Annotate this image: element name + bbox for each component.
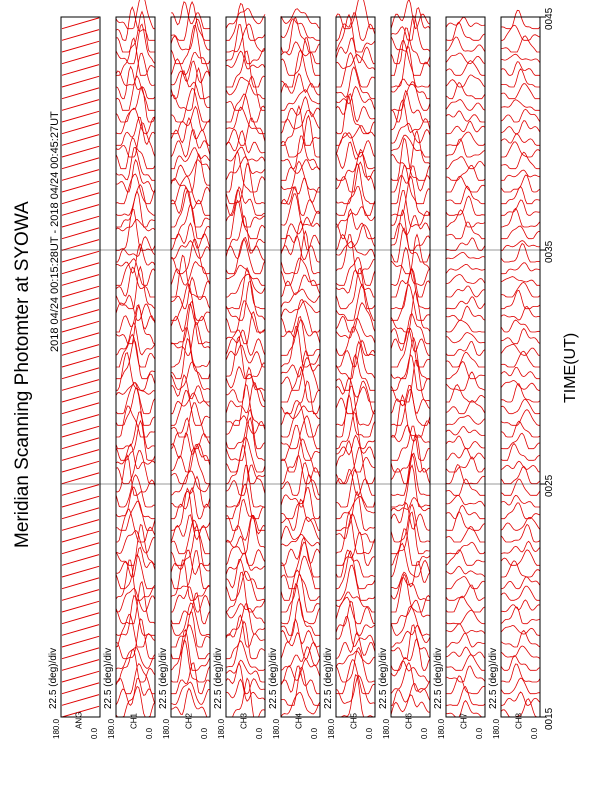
ch-trace bbox=[336, 0, 375, 29]
ch-trace bbox=[446, 542, 485, 554]
ch-trace bbox=[336, 326, 375, 355]
ch-trace bbox=[446, 275, 485, 284]
ch-trace bbox=[391, 663, 430, 694]
ch-trace bbox=[391, 91, 430, 122]
ch-trace bbox=[226, 94, 265, 122]
ch-trace bbox=[171, 323, 210, 356]
ch-trace bbox=[336, 592, 375, 612]
ch-trace bbox=[446, 320, 485, 332]
ch-trace bbox=[281, 9, 320, 29]
ch-trace bbox=[336, 597, 375, 624]
ch-trace bbox=[501, 121, 540, 134]
ch-trace bbox=[116, 509, 155, 542]
ch-trace bbox=[336, 207, 375, 228]
ch-trace bbox=[336, 676, 375, 704]
ch-trace bbox=[171, 68, 210, 110]
ch-trace bbox=[391, 100, 430, 133]
ch-trace bbox=[226, 660, 265, 682]
ch-trace bbox=[281, 19, 320, 40]
ch-trace bbox=[501, 381, 540, 391]
panel-channel-label: CH3 bbox=[239, 712, 249, 729]
ch-trace bbox=[391, 625, 430, 659]
ch-trace bbox=[446, 655, 485, 671]
ch-trace bbox=[446, 82, 485, 98]
ch-trace bbox=[226, 190, 265, 227]
panel-channel-label: ANG bbox=[74, 711, 84, 729]
panel-scale-label: 22.5 (deg)/div bbox=[213, 647, 224, 709]
ch-trace bbox=[336, 435, 375, 460]
ch-trace bbox=[226, 572, 265, 612]
ch-trace bbox=[281, 187, 320, 215]
ch-trace bbox=[446, 53, 485, 64]
ch-trace bbox=[446, 22, 485, 40]
ch-trace bbox=[501, 186, 540, 203]
ch-trace bbox=[501, 134, 540, 146]
chart-title: Meridian Scanning Photomter at SYOWA bbox=[12, 201, 33, 548]
ch-trace bbox=[446, 264, 485, 273]
ch-trace bbox=[281, 301, 320, 318]
ch-trace bbox=[391, 47, 430, 88]
ch-trace bbox=[446, 252, 485, 258]
ch-trace bbox=[446, 362, 485, 379]
ch-trace bbox=[116, 0, 155, 29]
ch-trace bbox=[226, 76, 265, 110]
ch-trace bbox=[281, 647, 320, 671]
panel-ytop-label: 180.0 bbox=[217, 718, 226, 739]
ch-trace bbox=[501, 524, 540, 542]
ch-trace bbox=[226, 4, 265, 41]
scan-traces bbox=[62, 0, 540, 717]
ch-trace bbox=[446, 495, 485, 507]
ch-trace bbox=[501, 444, 540, 461]
ch-trace bbox=[336, 187, 375, 216]
ch-trace bbox=[501, 541, 540, 553]
time-tick-label: 0035 bbox=[544, 240, 555, 263]
ch-trace bbox=[281, 38, 320, 76]
ch-trace bbox=[501, 25, 540, 40]
ch-trace bbox=[226, 499, 265, 530]
ang-sawtooth-trace bbox=[62, 17, 99, 717]
panel-ybottom-label: 0.0 bbox=[310, 727, 319, 739]
ch-trace bbox=[171, 663, 210, 694]
panel-scale-label: 22.5 (deg)/div bbox=[433, 647, 444, 709]
ch-trace bbox=[446, 505, 485, 518]
ch-trace bbox=[501, 69, 540, 87]
ch-trace bbox=[281, 90, 320, 111]
ch-trace bbox=[116, 87, 155, 122]
panel-ytop-label: 180.0 bbox=[272, 718, 281, 739]
panel-scale-label: 22.5 (deg)/div bbox=[488, 647, 499, 709]
ch-trace bbox=[226, 465, 265, 495]
ch-trace bbox=[446, 352, 485, 367]
ch-trace bbox=[446, 457, 485, 472]
ch-trace bbox=[336, 38, 375, 64]
ch-trace bbox=[391, 426, 430, 460]
ch-trace bbox=[446, 222, 485, 239]
panel-ytop-label: 180.0 bbox=[382, 718, 391, 739]
panel-scale-label: 22.5 (deg)/div bbox=[158, 647, 169, 709]
ch-trace bbox=[171, 593, 210, 624]
ch-trace bbox=[501, 626, 540, 636]
ch-trace bbox=[281, 18, 320, 53]
ch-trace bbox=[446, 512, 485, 531]
ch-trace bbox=[171, 304, 210, 332]
ch-trace bbox=[336, 496, 375, 518]
ch-trace bbox=[391, 123, 430, 143]
ch-trace bbox=[501, 577, 540, 589]
ch-trace bbox=[501, 503, 540, 519]
ch-trace bbox=[501, 142, 540, 157]
ch-trace bbox=[446, 157, 485, 169]
ch-trace bbox=[336, 270, 375, 297]
x-axis-title: TIME(UT) bbox=[562, 332, 579, 403]
ch-trace bbox=[116, 7, 155, 40]
ch-trace bbox=[446, 196, 485, 215]
ch-trace bbox=[116, 451, 155, 484]
ch-trace bbox=[446, 576, 485, 588]
ch-trace bbox=[446, 100, 485, 111]
ch-trace bbox=[501, 656, 540, 671]
ch-trace bbox=[391, 578, 430, 601]
ch-trace bbox=[446, 111, 485, 122]
panel-scale-label: 22.5 (deg)/div bbox=[268, 647, 279, 709]
ch-trace bbox=[336, 601, 375, 635]
ch-trace bbox=[501, 329, 540, 344]
ch-trace bbox=[501, 241, 540, 251]
ch-trace bbox=[446, 633, 485, 647]
panel-ytop-label: 180.0 bbox=[52, 718, 61, 739]
ch-trace bbox=[501, 600, 540, 612]
ch-trace bbox=[446, 121, 485, 133]
ch-trace bbox=[446, 436, 485, 449]
ch-trace bbox=[281, 381, 320, 414]
ch-trace bbox=[281, 106, 320, 145]
panel-channel-label: CH5 bbox=[349, 712, 359, 729]
ch-trace bbox=[171, 560, 210, 600]
panel-channel-label: CH2 bbox=[184, 712, 194, 729]
ch-trace bbox=[391, 543, 430, 577]
ch-trace bbox=[501, 344, 540, 355]
ch-trace bbox=[336, 318, 375, 344]
ch-trace bbox=[501, 561, 540, 577]
ch-trace bbox=[391, 8, 430, 41]
panel-ybottom-label: 0.0 bbox=[145, 727, 154, 739]
panel-ytop-label: 180.0 bbox=[162, 718, 171, 739]
ch-trace bbox=[391, 291, 430, 332]
ch-trace bbox=[501, 384, 540, 402]
ch-trace bbox=[226, 559, 265, 588]
ch-trace bbox=[226, 274, 265, 297]
ch-trace bbox=[226, 345, 265, 367]
ch-trace bbox=[391, 216, 430, 239]
panel-channel-label: CH6 bbox=[404, 712, 414, 729]
ch-trace bbox=[446, 666, 485, 682]
ch-trace bbox=[336, 448, 375, 484]
ch-trace bbox=[501, 466, 540, 483]
ch-trace bbox=[446, 624, 485, 634]
time-tick-label: 0015 bbox=[544, 707, 555, 730]
ch-trace bbox=[336, 258, 375, 286]
panel-scale-label: 22.5 (deg)/div bbox=[323, 647, 334, 709]
ch-trace bbox=[116, 588, 155, 612]
ch-trace bbox=[226, 515, 265, 553]
ch-trace bbox=[336, 340, 375, 367]
panel-scale-label: 22.5 (deg)/div bbox=[48, 647, 59, 709]
ch-trace bbox=[281, 178, 320, 204]
ch-trace bbox=[446, 132, 485, 145]
ch-trace bbox=[116, 334, 155, 367]
panel-channel-label: CH1 bbox=[129, 712, 139, 729]
panel-channel-label: CH7 bbox=[459, 712, 469, 729]
ch-trace bbox=[501, 306, 540, 320]
ch-trace bbox=[226, 446, 265, 484]
ch-trace bbox=[336, 469, 375, 495]
ch-trace bbox=[446, 165, 485, 180]
ch-trace bbox=[336, 96, 375, 134]
ch-trace bbox=[226, 337, 265, 379]
ch-trace bbox=[446, 17, 485, 27]
ch-trace bbox=[446, 75, 485, 87]
ch-trace bbox=[171, 88, 210, 122]
ch-trace bbox=[226, 25, 265, 64]
ch-trace bbox=[226, 24, 265, 52]
ch-trace bbox=[391, 562, 430, 589]
ch-trace bbox=[391, 498, 430, 512]
ch-trace bbox=[501, 10, 540, 28]
ch-trace bbox=[446, 550, 485, 566]
panel-ytop-label: 180.0 bbox=[437, 718, 446, 739]
ch-trace bbox=[391, 360, 430, 402]
ch-trace bbox=[281, 275, 320, 297]
panel-ytop-label: 180.0 bbox=[327, 718, 336, 739]
ch-trace bbox=[281, 535, 320, 546]
ch-trace bbox=[226, 465, 265, 507]
ch-trace bbox=[336, 235, 375, 274]
ch-trace bbox=[501, 36, 540, 52]
ch-trace bbox=[446, 527, 485, 543]
ch-trace bbox=[281, 299, 320, 332]
ch-trace bbox=[446, 37, 485, 52]
ch-trace bbox=[281, 517, 320, 541]
ch-trace bbox=[336, 150, 375, 181]
ch-trace bbox=[501, 367, 540, 378]
ch-trace bbox=[501, 208, 540, 227]
ch-trace bbox=[281, 42, 320, 64]
ch-trace bbox=[391, 661, 430, 682]
ch-trace bbox=[116, 244, 155, 273]
ch-trace bbox=[336, 492, 375, 531]
ch-trace bbox=[446, 61, 485, 76]
ch-trace bbox=[446, 238, 485, 251]
ch-trace bbox=[281, 633, 320, 659]
ch-trace bbox=[336, 441, 375, 472]
ch-trace bbox=[446, 372, 485, 390]
ch-trace bbox=[391, 0, 430, 29]
ch-trace bbox=[446, 333, 485, 343]
ch-trace bbox=[226, 118, 265, 145]
ch-trace bbox=[501, 479, 540, 495]
ch-trace bbox=[446, 647, 485, 659]
time-range-subtitle: 2018 04/24 00:15:28UT - 2018 04/24 00:45:27UT bbox=[49, 111, 61, 352]
ch-trace bbox=[281, 50, 320, 87]
ch-trace bbox=[116, 147, 155, 180]
ch-trace bbox=[336, 512, 375, 554]
ch-trace bbox=[391, 79, 430, 99]
ch-trace bbox=[501, 517, 540, 530]
ch-trace bbox=[501, 54, 540, 63]
ch-trace bbox=[281, 584, 320, 624]
ch-trace bbox=[116, 323, 155, 356]
ch-trace bbox=[446, 342, 485, 356]
ch-trace bbox=[501, 433, 540, 448]
panel-ytop-label: 180.0 bbox=[492, 718, 501, 739]
ch-trace bbox=[501, 109, 540, 122]
ch-trace bbox=[391, 465, 430, 507]
ch-trace bbox=[171, 2, 210, 40]
ch-trace bbox=[171, 25, 210, 63]
ch-trace bbox=[501, 244, 540, 263]
ch-trace bbox=[171, 148, 210, 169]
panel-ybottom-label: 0.0 bbox=[255, 727, 264, 739]
ch-trace bbox=[446, 448, 485, 460]
panel-ybottom-label: 0.0 bbox=[200, 727, 209, 739]
panel-ytop-label: 180.0 bbox=[107, 718, 116, 739]
ch-trace bbox=[281, 74, 320, 95]
ch-trace bbox=[226, 187, 265, 215]
ch-trace bbox=[501, 461, 540, 472]
ch-trace bbox=[501, 226, 540, 239]
ch-trace bbox=[501, 664, 540, 682]
ch-trace bbox=[391, 355, 430, 391]
ch-trace bbox=[336, 133, 375, 157]
ch-trace bbox=[171, 515, 210, 542]
ch-trace bbox=[391, 228, 430, 262]
ch-trace bbox=[116, 185, 155, 216]
panel-scale-label: 22.5 (deg)/div bbox=[103, 647, 114, 709]
ch-trace bbox=[391, 138, 430, 180]
ch-trace bbox=[446, 139, 485, 157]
ch-trace bbox=[171, 603, 210, 635]
ch-trace bbox=[116, 406, 155, 437]
ch-trace bbox=[336, 209, 375, 239]
panel-scale-label: 22.5 (deg)/div bbox=[378, 647, 389, 709]
ch-trace bbox=[336, 94, 375, 122]
panel-frame bbox=[226, 17, 265, 717]
panel-channel-label: CH8 bbox=[514, 712, 524, 729]
ch-trace bbox=[336, 342, 375, 379]
ch-trace bbox=[446, 286, 485, 297]
ch-trace bbox=[391, 191, 430, 227]
ch-trace bbox=[336, 142, 375, 169]
ch-trace bbox=[116, 614, 155, 647]
time-tick-label: 0045 bbox=[544, 7, 555, 30]
ch-trace bbox=[501, 277, 540, 286]
ch-trace bbox=[501, 678, 540, 694]
panel-ybottom-label: 0.0 bbox=[365, 727, 374, 739]
ch-trace bbox=[226, 604, 265, 635]
ch-trace bbox=[501, 170, 540, 180]
ch-trace bbox=[171, 520, 210, 554]
ch-trace bbox=[171, 682, 210, 705]
ch-trace bbox=[446, 427, 485, 436]
ch-trace bbox=[446, 596, 485, 612]
panel-ybottom-label: 0.0 bbox=[475, 727, 484, 739]
ch-trace bbox=[446, 416, 485, 426]
ch-trace bbox=[391, 395, 430, 437]
ch-trace bbox=[501, 646, 540, 659]
ch-trace bbox=[501, 175, 540, 192]
ch-trace bbox=[446, 401, 485, 414]
ch-trace bbox=[116, 174, 155, 204]
time-tick-label: 0025 bbox=[544, 474, 555, 497]
ch-trace bbox=[501, 290, 540, 308]
ch-trace bbox=[501, 586, 540, 600]
panel-ybottom-label: 0.0 bbox=[90, 727, 99, 739]
ch-trace bbox=[501, 100, 540, 111]
ch-trace bbox=[446, 210, 485, 227]
ch-trace bbox=[501, 320, 540, 332]
ch-trace bbox=[171, 612, 210, 647]
ch-trace bbox=[281, 406, 320, 426]
ch-trace bbox=[446, 297, 485, 309]
ch-trace bbox=[336, 551, 375, 589]
ch-trace bbox=[336, 87, 375, 111]
ch-trace bbox=[336, 303, 375, 332]
ch-trace bbox=[171, 630, 210, 671]
ch-trace bbox=[281, 289, 320, 308]
ch-trace bbox=[501, 550, 540, 565]
ch-trace bbox=[391, 606, 430, 635]
panel-ybottom-label: 0.0 bbox=[420, 727, 429, 739]
ch-trace bbox=[171, 625, 210, 659]
panel-ybottom-label: 0.0 bbox=[530, 727, 539, 739]
ch-trace bbox=[501, 263, 540, 274]
ch-trace bbox=[116, 487, 155, 519]
ch-trace bbox=[446, 566, 485, 577]
ch-trace bbox=[171, 61, 210, 85]
panel-frame bbox=[61, 17, 100, 717]
panel-channel-label: CH4 bbox=[294, 712, 304, 729]
ch-trace bbox=[171, 301, 210, 343]
